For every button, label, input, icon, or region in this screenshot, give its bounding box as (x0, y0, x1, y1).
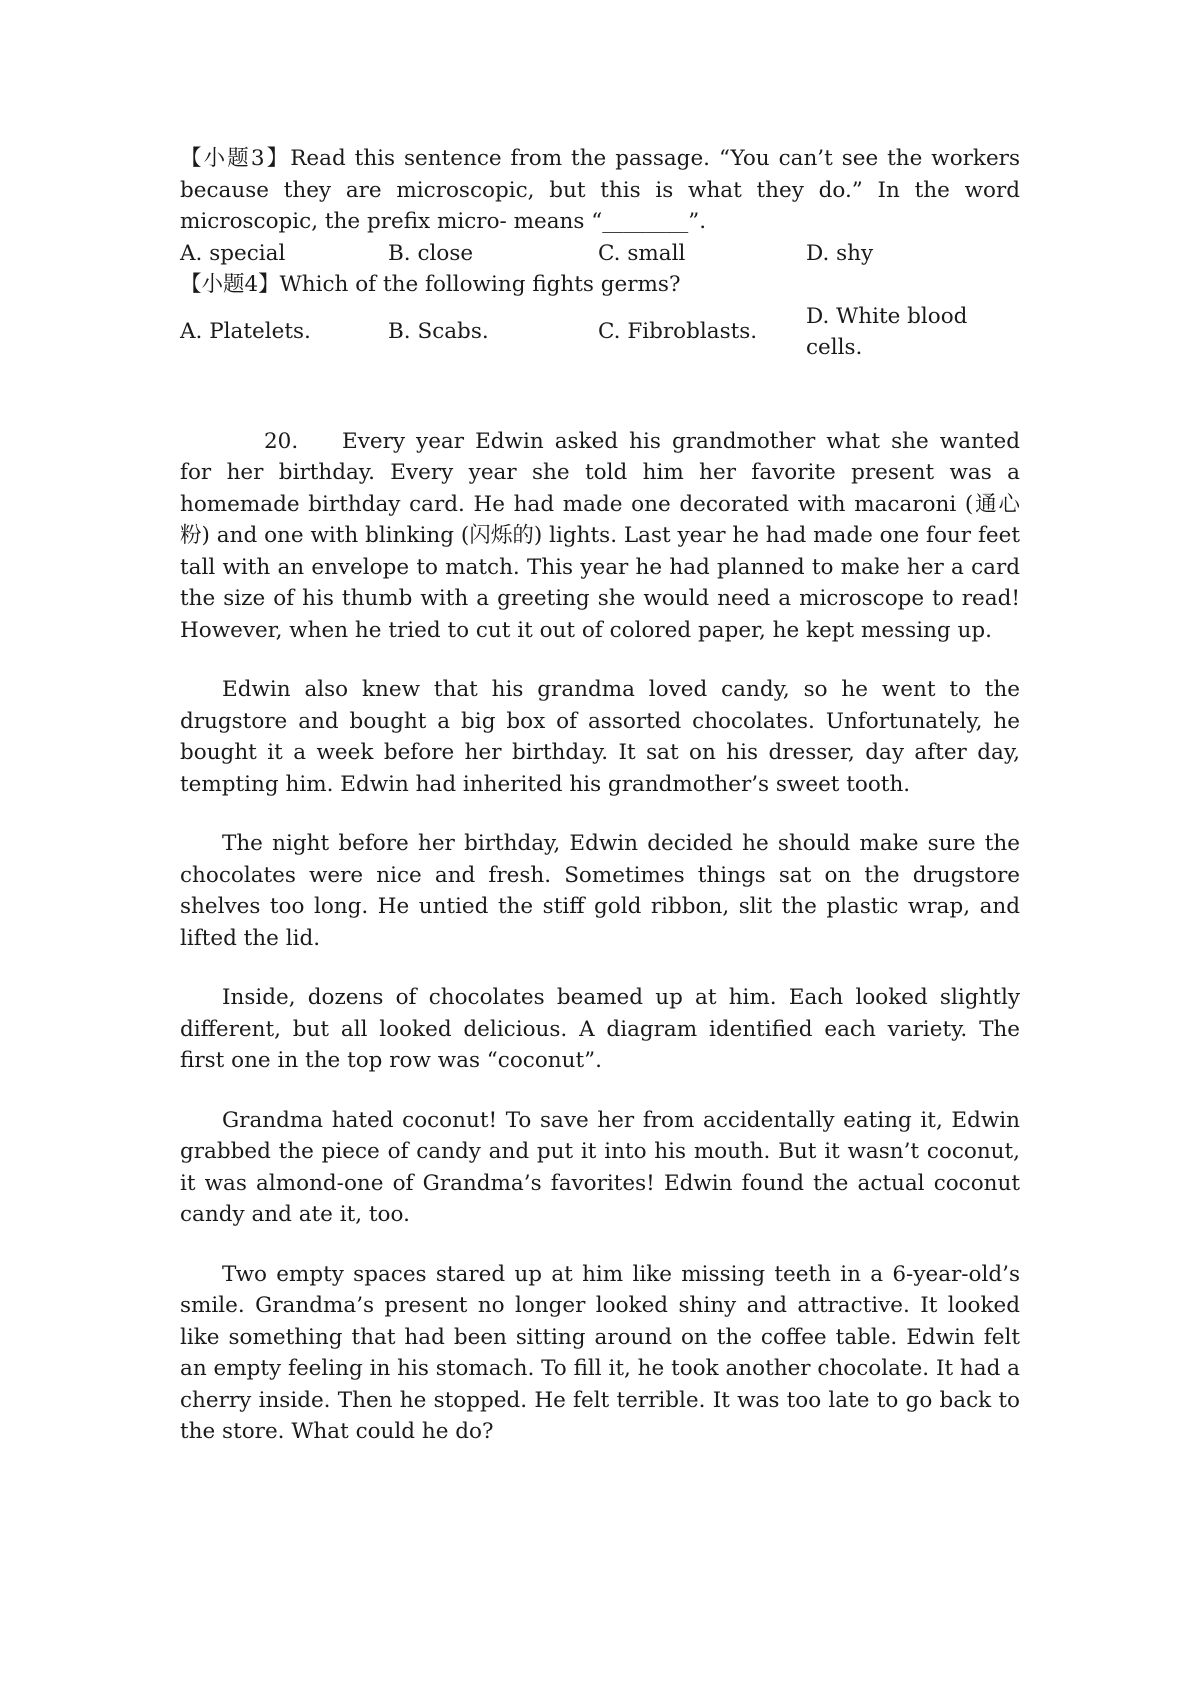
question-4-options (180, 301, 1020, 364)
passage-paragraph-6: Two empty spaces stared up at him like missing teeth in a 6-year-old’s smile. Grandma’s present no longer looked shiny and attractive. It looked like something that had been sitting around on the coffee table. Edwin felt an empty feeling in his stomach. To fill it, he took another chocolate. It had a cherry inside. Then he stopped. He felt terrible. It was too late to go back to the store. What could he do? (180, 1261, 1021, 1444)
passage-paragraph-3: The night before her birthday, Edwin decided he should make sure the chocolates were nice and fresh. Sometimes things sat on the drugstore shelves too long. He untied the stiff gold ribbon, slit the plastic wrap, and lifted the lid. (180, 831, 1020, 951)
question-4-option-d[interactable]: D. White blood cells. (806, 303, 968, 360)
question-3-option-c[interactable]: C. small (598, 240, 686, 266)
question-3-option-d[interactable]: D. shy (806, 240, 874, 266)
question-4-option-c[interactable]: C. Fibroblasts. (598, 319, 758, 345)
question-3-options (180, 238, 1020, 270)
reading-passage (180, 426, 1020, 1448)
document-page (180, 143, 1020, 1476)
passage-paragraph-1 (180, 426, 1020, 647)
passage-paragraph-1-text: Every year Edwin asked his grandmother what she wanted for her birthday. Every year she told him her favorite present was a homemade birthday card. He had made one decorated with macaroni (通心粉) and one with blinking (闪烁的) lights. Last year he had made one four feet tall with an envelope to match. This year he had planned to make her a card the size of his thumb with a greeting she would need a microscope to read! However, when he tried to cut it out of colored paper, he kept messing up. (180, 428, 1020, 643)
question-4-option-a[interactable]: A. Platelets. (180, 319, 311, 345)
passage-paragraph-5: Grandma hated coconut! To save her from accidentally eating it, Edwin grabbed the piece of candy and put it into his mouth. But it wasn’t coconut, it was almond-one of Grandma’s favorites! Edwin found the actual coconut candy and ate it, too. (180, 1107, 1020, 1227)
question-3-option-b[interactable]: B. close (388, 240, 474, 266)
passage-number: 20. (264, 428, 299, 454)
question-3-option-a[interactable]: A. special (180, 240, 286, 266)
question-4-option-b[interactable]: B. Scabs. (388, 319, 489, 345)
passage-paragraph-2: Edwin also knew that his grandma loved candy, so he went to the drugstore and bought a big box of assorted chocolates. Unfortunately, he bought it a week before her birthday. It sat on his dresser, day after day, tempting him. Edwin had inherited his grandmother’s sweet tooth. (180, 677, 1020, 797)
question-3-stem: 【小题3】Read this sentence from the passage. “You can’t see the workers because they are microscopic, but this is what they do.” In the word microscopic, the prefix micro- means “________”. (180, 146, 1020, 234)
passage-paragraph-4: Inside, dozens of chocolates beamed up at him. Each looked slightly different, but all looked delicious. A diagram identified each variety. The first one in the top row was “coconut”. (180, 985, 1020, 1073)
question-4-stem: 【小题4】Which of the following fights germs? (180, 272, 681, 297)
